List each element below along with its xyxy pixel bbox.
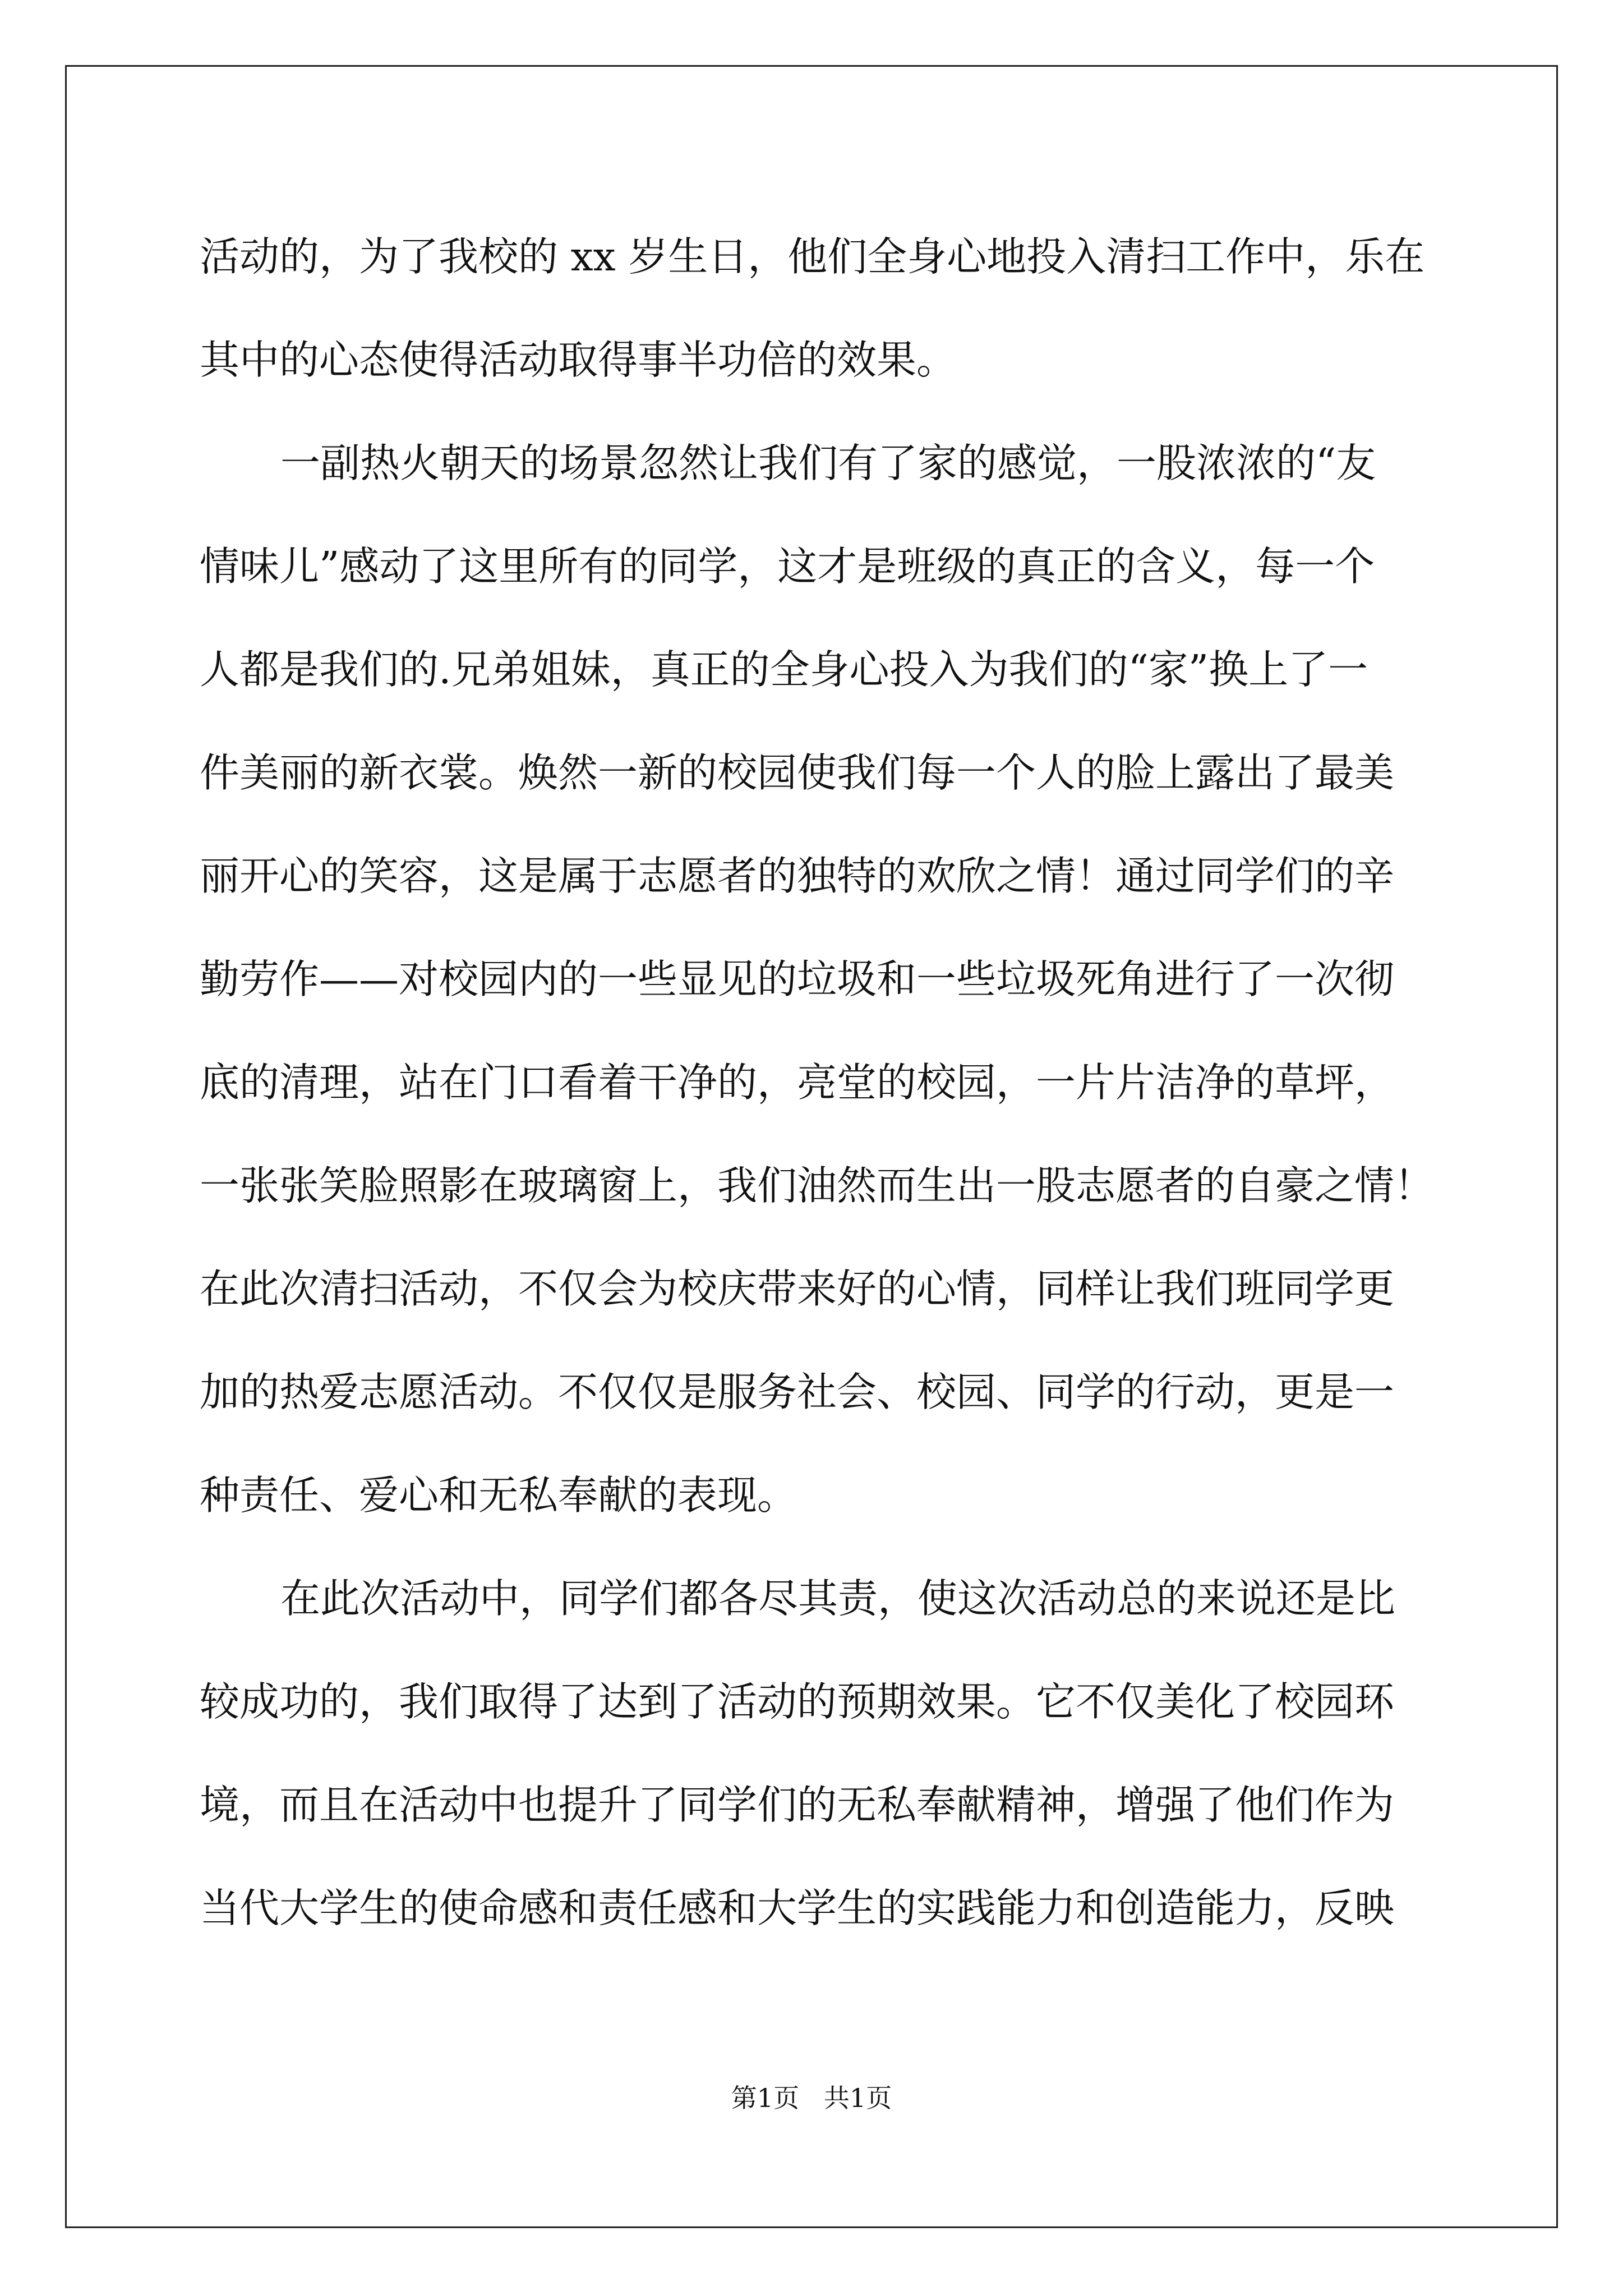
text-line: 较成功的，我们取得了达到了活动的预期效果。它不仅美化了校园环 [200,1678,1395,1725]
text-line: 加的热爱志愿活动。不仅仅是服务社会、校园、同学的行动，更是一 [200,1369,1395,1415]
text-line: 当代大学生的使命感和责任感和大学生的实践能力和创造能力，反映 [200,1885,1395,1931]
text-line: 一张张笑脸照影在玻璃窗上，我们油然而生出一股志愿者的自豪之情！ [200,1162,1435,1209]
text-line: 其中的心态使得活动取得事半功倍的效果。 [200,337,957,383]
text-line: 在此次清扫活动，不仅会为校庆带来好的心情，同样让我们班同学更 [200,1266,1395,1312]
text-line: 一副热火朝天的场景忽然让我们有了家的感觉，一股浓浓的“友 [280,440,1376,486]
text-line: 件美丽的新衣裳。焕然一新的校园使我们每一个人的脸上露出了最美 [200,749,1395,796]
text-line: 种责任、爱心和无私奉献的表现。 [200,1472,797,1519]
text-line: 底的清理，站在门口看着干净的，亮堂的校园，一片片洁净的草坪， [200,1059,1395,1106]
text-line: 活动的，为了我校的 xx 岁生日，他们全身心地投入清扫工作中，乐在 [200,233,1425,280]
text-line: 丽开心的笑容，这是属于志愿者的独特的欢欣之情！通过同学们的辛 [200,853,1395,899]
page-footer: 第1页 共1页 [731,2083,892,2113]
text-line: 境，而且在活动中也提升了同学们的无私奉献精神，增强了他们作为 [200,1782,1395,1828]
text-line: 在此次活动中，同学们都各尽其责，使这次活动总的来说还是比 [280,1575,1396,1622]
text-line: 情味儿”感动了这里所有的同学，这才是班级的真正的含义，每一个 [200,543,1375,590]
document-body [200,215,1437,1970]
text-line: 人都是我们的.兄弟姐妹，真正的全身心投入为我们的“家”换上了一 [200,646,1368,693]
text-line: 勤劳作——对校园内的一些显见的垃圾和一些垃圾死角进行了一次彻 [200,956,1395,1002]
